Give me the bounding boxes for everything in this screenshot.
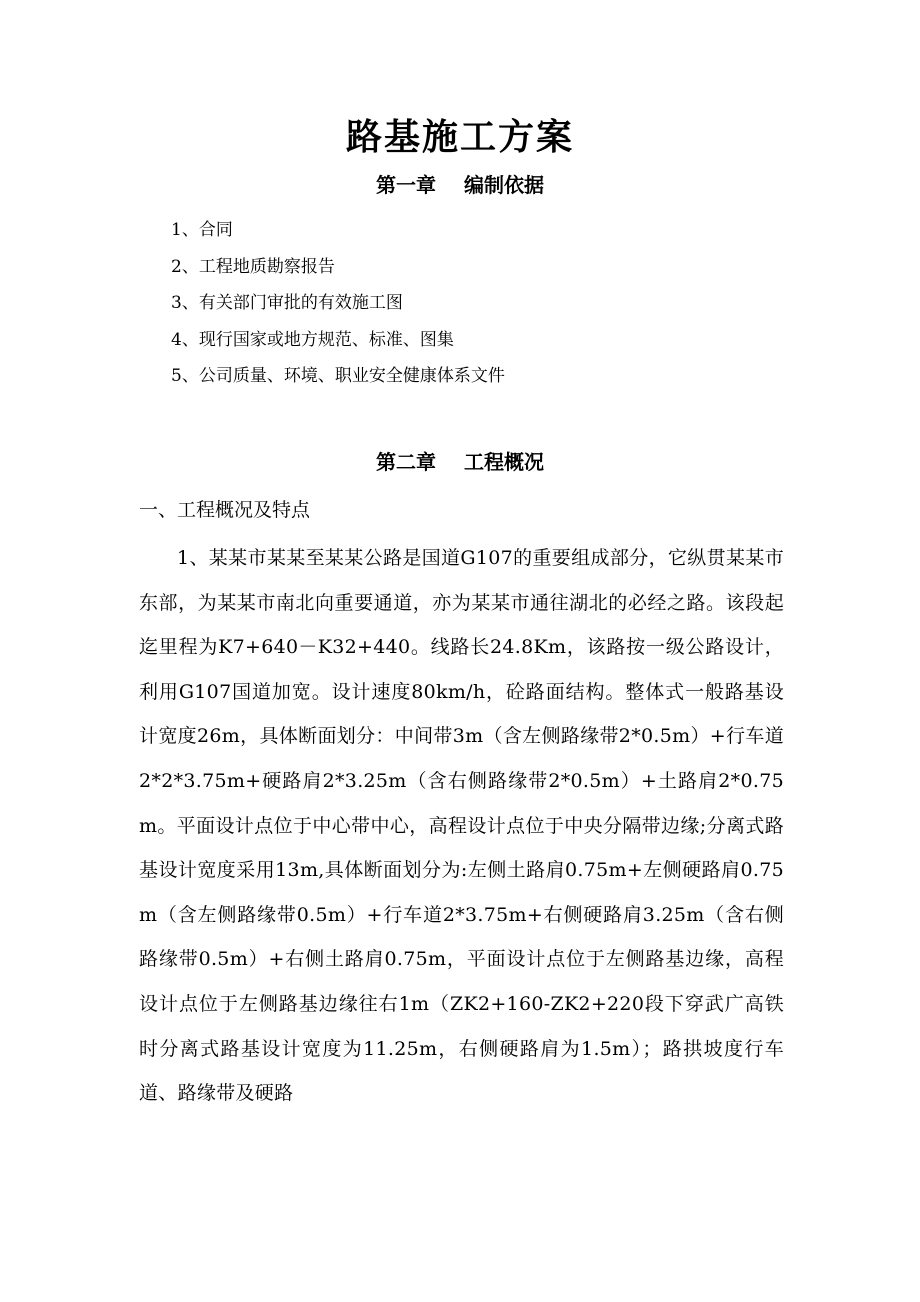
body-paragraph: 1、某某市某某至某某公路是国道G107的重要组成部分，它纵贯某某市东部，为某某市南北向重要通道，亦为某某市通往湖北的必经之路。该段起迄里程为K7+640－K32+440。线路长24.8Km，该路按一级公路设计，利用G107国道加宽。设计速度80km/h，砼路面结构。整体式一般路基设计宽度26m，具体断面划分：中间带3m（含左侧路缘带2*0.5m）+行车道2*2*3.75m+硬路肩2*3.25m（含右侧路缘带2*0.5m）+土路肩2*0.75m。平面设计点位于中心带中心，高程设计点位于中央分隔带边缘;分离式路基设计宽度采用13m,具体断面划分为:左侧土路肩0.75m+左侧硬路肩0.75m（含左侧路缘带0.5m）+行车道2*3.75m+右侧硬路肩3.25m（含右侧路缘带0.5m）+右侧土路肩0.75m，平面设计点位于左侧路基边缘，高程设计点位于左侧路基边缘往右1m（ZK2+160-ZK2+220段下穿武广高铁时分离式路基设计宽度为11.25m，右侧硬路肩为1.5m）；路拱坡度行车道、路缘带及硬路 [139, 547, 784, 1105]
compilation-basis-list [171, 212, 791, 395]
list-item: 1、合同 [171, 220, 233, 240]
chapter-2-title [0, 447, 920, 477]
list-item: 5、公司质量、环境、职业安全健康体系文件 [171, 366, 505, 386]
list-item: 4、现行国家或地方规范、标准、图集 [171, 329, 454, 350]
section-heading: 一、工程概况及特点 [139, 499, 311, 521]
chapter-1-label: 第一章 [376, 173, 436, 197]
chapter-1-title [0, 170, 920, 200]
chapter-2-name: 工程概况 [464, 450, 544, 474]
list-item: 2、工程地质勘察报告 [171, 256, 335, 277]
chapter-1-name: 编制依据 [464, 173, 544, 197]
chapter-2-label: 第二章 [376, 450, 436, 474]
document-title: 路基施工方案 [345, 116, 574, 158]
list-item: 3、有关部门审批的有效施工图 [171, 293, 403, 313]
